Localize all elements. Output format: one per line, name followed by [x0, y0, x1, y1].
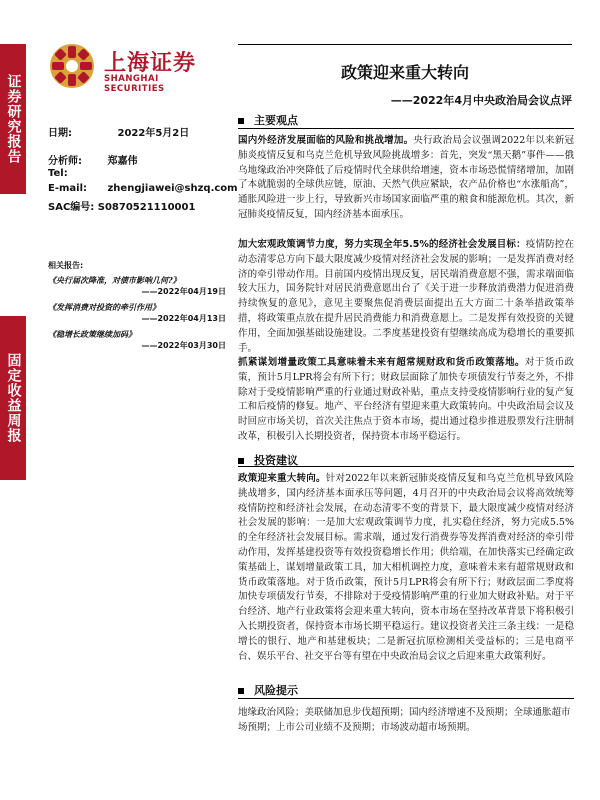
- related-report-date: ——2022年03月30日: [141, 341, 226, 350]
- section-rule: [238, 698, 574, 699]
- header-rule: [238, 44, 572, 45]
- date-row: [48, 124, 189, 139]
- email-row: [48, 183, 238, 194]
- paragraph-macro-policy: 加大宏观政策调节力度，努力实现全年5.5%的经济社会发展目标：疫情防控在动态清零总方向下最大限度减少疫情对经济社会发展的影响；一是发挥消费对经济的牵引带动作用。目前国内疫情出现反复，居民端消费意愿不强，需求端面临较大压力，国务院针对居民消费意愿出台了《关于进一步释放消费潜力促进消费持续恢复的意见》，意见主要聚焦促消费层面提出五大方面二十条举措政策举措，将政策重点放在提升居民消费能力和消费意愿上。二是发挥有效投资的关键作用，全面加强基础设施建设。二季度基建投资有望继续高成为稳增长的重要抓手。: [238, 239, 574, 354]
- logo-text-cn: 上海证券: [104, 51, 197, 76]
- related-report-title[interactable]: 《稳增长政策继续加码》: [48, 329, 136, 339]
- sac-value: S0870521110001: [97, 202, 196, 213]
- sac-row: [48, 198, 195, 213]
- related-reports: [48, 260, 226, 356]
- date-label: 日期:: [48, 128, 72, 139]
- related-report-date: ——2022年04月19日: [141, 287, 226, 296]
- logo-emblem-icon: [48, 42, 96, 90]
- email-value: zhengjiawei@shzq.com: [107, 183, 238, 194]
- report-type-tag: 证券研究报告: [0, 44, 26, 194]
- analyst-row: [48, 152, 137, 167]
- bullet-square-icon: [238, 458, 244, 464]
- sidebar: [0, 0, 26, 800]
- list-item[interactable]: [48, 302, 226, 324]
- paragraph-risks: 国内外经济发展面临的风险和挑战增加。央行政治局会议强调2022年以来新冠肺炎疫情反复和乌克兰危机导致风险挑战增多：首先，突发“黑天鹅”事件——俄乌地缘政治冲突降低了后疫情时代全球供给增速，资本市场恐慌情绪增加，加剧了本就脆弱的全球供应链，原油、天然气供应紧缺，农产品价格也“水涨船高”，通胀风险进一步上行，导致新兴市场国家面临严重的粮食和能源危机。其次，新冠肺炎疫情反复，国内经济基本面承压。: [238, 135, 574, 220]
- tel-row: [48, 168, 68, 179]
- paragraph-risk: 地缘政治风险；美联储加息步伐超预期；国内经济增速不及预期；全球通胀超市场预期；上市公司业绩不及预期；市场波动超市场预期。: [238, 707, 571, 733]
- paragraph-lead: 抓紧谋划增量政策工具意味着未来有超常规财政和货币政策落地。: [238, 357, 525, 368]
- page-title: 政策迎来重大转向: [340, 63, 469, 82]
- section-heading-risk: 风险提示: [238, 682, 298, 698]
- sac-label: SAC编号:: [48, 202, 95, 213]
- date-value: 2022年5月2日: [117, 128, 190, 139]
- logo-text-en: SHANGHAI SECURITIES: [104, 74, 165, 94]
- list-item[interactable]: [48, 329, 226, 351]
- email-label: E-mail:: [48, 183, 88, 194]
- analyst-label: 分析师:: [48, 156, 82, 167]
- related-report-title[interactable]: 《发挥消费对投资的牵引作用》: [48, 302, 160, 312]
- section-rule: [238, 466, 574, 467]
- bullet-square-icon: [238, 118, 244, 124]
- company-logo: [48, 42, 218, 92]
- related-report-date: ——2022年04月13日: [141, 314, 226, 323]
- report-category-tag: 固定收益周报: [0, 316, 26, 480]
- analyst-value: 郑嘉伟: [107, 156, 138, 167]
- paragraph-lead: 加大宏观政策调节力度，努力实现全年5.5%的经济社会发展目标：: [238, 239, 526, 250]
- paragraph-lead: 政策迎来重大转向。: [238, 473, 326, 484]
- related-report-title[interactable]: 《央行届次降准，对债市影响几何?》: [48, 275, 181, 285]
- section-rule: [238, 128, 574, 129]
- section-heading-main-points: 主要观点: [238, 112, 298, 128]
- paragraph-policy-tools: 抓紧谋划增量政策工具意味着未来有超常规财政和货币政策落地。对于货币政策，预计5月LPR将会有所下行；财政层面除了加快专项债发行节奏之外，不排除对于受疫情影响严重的行业通过财政补贴，重点支持受疫情影响行业的复产复工和后疫情的修复。地产、平台经济有望迎来重大政策转向。中央政治局会议及时回应市场关切，首次关注焦点于资本市场，提出通过稳步推进股票发行注册制改革，积极引入长期投资者，保持资本市场平稳运行。: [238, 357, 574, 442]
- list-item[interactable]: [48, 275, 226, 297]
- paragraph-investment: 政策迎来重大转向。针对2022年以来新冠肺炎疫情反复和乌克兰危机导致风险挑战增多，国内经济基本面承压等问题，4月召开的中央政治局会议将高效统筹疫情防控和经济社会发展，在动态清零不变的背景下，最大限度减少疫情对经济社会发展的影响：一是加大宏观政策调节力度，扎实稳住经济，努力完成5.5%的全年经济社会发展目标。需求端，通过发行消费券等发挥消费对经济的牵引带动作用，发挥基建投资等有效投资稳增长作用；供给端，在加快落实已经确定政策基础上，谋划增量政策工具，加大相机调控力度，意味着未来有超常规财政和货币政策落地。对于货币政策，预计5月LPR将会有所下行；财政层面二季度将加快专项债发行节奏，不排除对于受疫情影响严重的行业加大财政补贴。对于平台经济、地产行业政策将会迎来重大转向，资本市场在坚持改革背景下将积极引入长期投资者，保持资本市场长期平稳运行。建议投资者关注三条主线：一是稳增长的银行、地产和基建板块；二是新冠抗原检测相关受益标的；三是电商平台、娱乐平台、社交平台等有望在中央政治局会议之后迎来重大政策利好。: [238, 473, 574, 662]
- tel-label: Tel:: [48, 168, 68, 179]
- paragraph-lead: 国内外经济发展面临的风险和挑战增加。: [238, 135, 414, 146]
- related-reports-heading: 相关报告:: [48, 261, 84, 270]
- section-heading-investment: 投资建议: [238, 452, 298, 468]
- page-subtitle: ——2022年4月中央政治局会议点评: [390, 94, 572, 107]
- bullet-square-icon: [238, 688, 244, 694]
